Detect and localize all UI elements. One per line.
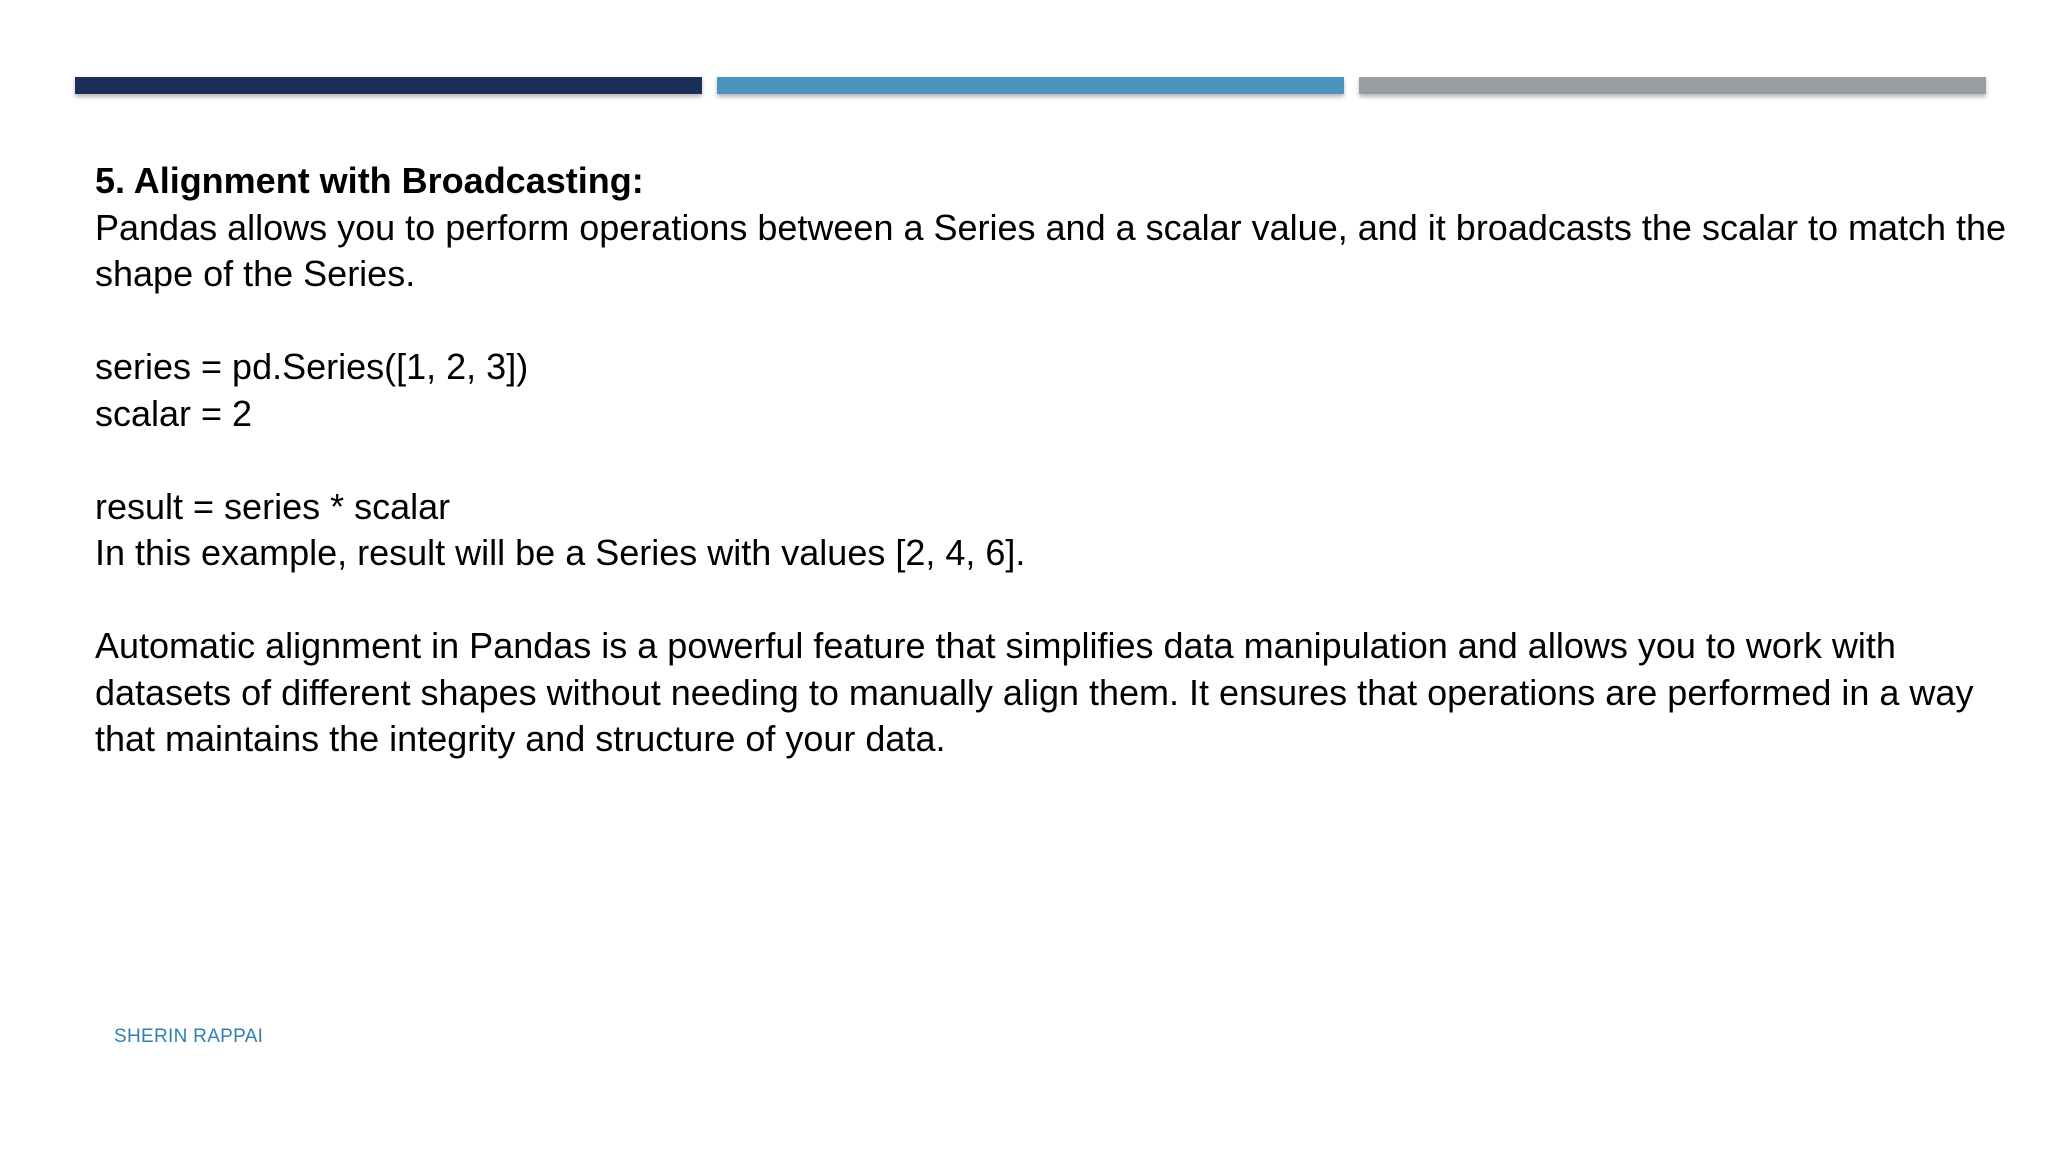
spacer [95,437,1995,484]
footer-author: SHERIN RAPPAI [114,1026,264,1047]
slide-body [95,158,2007,763]
header-accent-bar-dark [75,77,702,94]
summary-line-2: datasets of different shapes without needing to manually align them. It ensures that operations are performed in a way [95,671,1974,713]
intro-line-1: Pandas allows you to perform operations between a Series and a scalar value, and it broadcasts the scalar to match the [95,206,2007,248]
code-line-scalar: scalar = 2 [95,392,253,434]
spacer [95,298,1995,345]
code-line-result: result = series * scalar [95,485,451,527]
header-accent-bar-gray [1359,77,1986,94]
spacer [95,577,1995,624]
section-heading: 5. Alignment with Broadcasting: [95,160,644,201]
header-accent-bar-blue [717,77,1344,94]
summary-line-1: Automatic alignment in Pandas is a powerful feature that simplifies data manipulation and allows you to work with [95,625,1896,666]
intro-line-2: shape of the Series. [95,253,416,294]
code-line-series: series = pd.Series([1, 2, 3]) [95,346,529,387]
example-line: In this example, result will be a Series with values [2, 4, 6]. [95,532,1026,573]
summary-line-3: that maintains the integrity and structure of your data. [95,718,946,759]
